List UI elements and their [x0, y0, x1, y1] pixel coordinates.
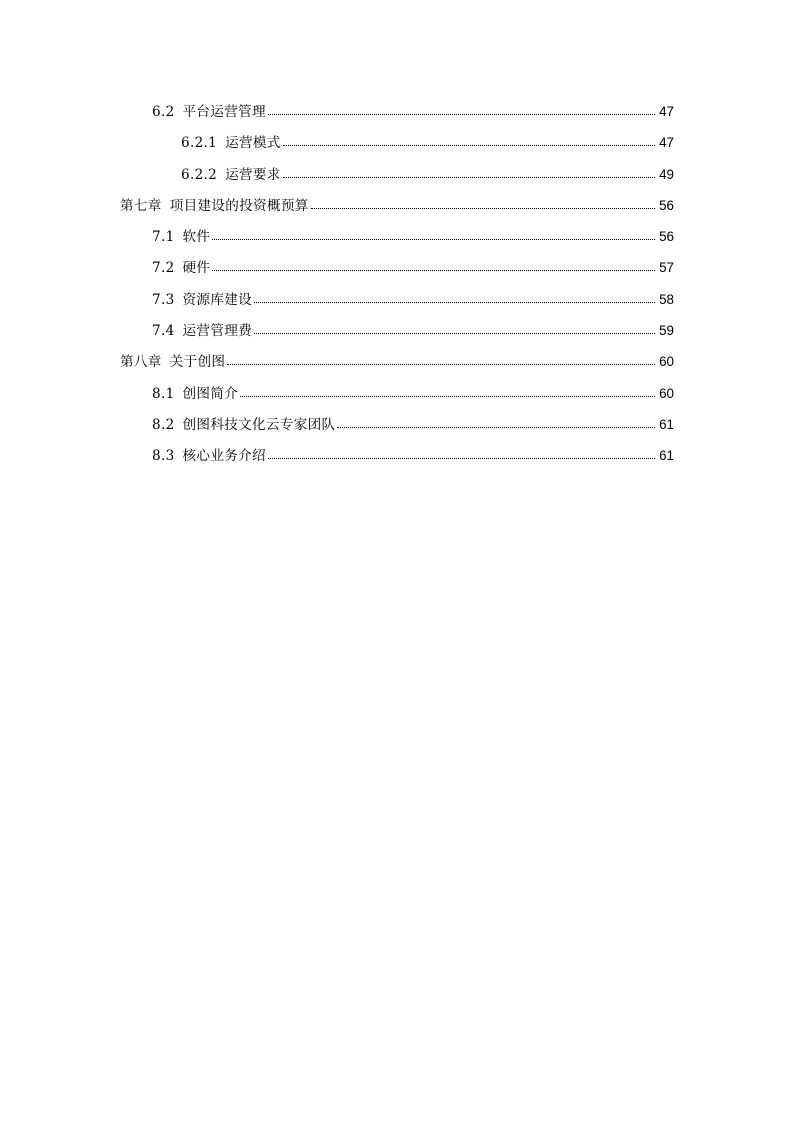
toc-entry[interactable]	[120, 412, 674, 443]
toc-entry[interactable]	[120, 162, 674, 193]
toc-entry-number: 7.3	[152, 291, 175, 308]
toc-entry-title: 资源库建设	[182, 291, 252, 308]
toc-dot-leader	[240, 395, 655, 397]
toc-entry-title: 运营模式	[225, 135, 281, 152]
toc-entry-title: 关于创图	[169, 354, 226, 371]
toc-entry-title: 核心业务介绍	[182, 448, 266, 465]
toc-entry-label	[152, 99, 266, 125]
toc-entry-page: 57	[659, 260, 674, 276]
toc-entry-number: 第八章	[120, 354, 162, 371]
toc-dot-leader	[227, 363, 655, 365]
toc-entry[interactable]	[120, 193, 674, 224]
toc-entry-page: 47	[659, 135, 674, 151]
toc-entry-number: 8.3	[152, 448, 175, 465]
toc-dot-leader	[212, 269, 655, 271]
toc-entry-label	[152, 381, 238, 407]
toc-entry[interactable]	[120, 381, 674, 412]
toc-entry-label	[120, 349, 225, 375]
toc-entry-page: 58	[659, 291, 674, 307]
toc-entry-title: 创图简介	[182, 385, 239, 402]
toc-dot-leader	[311, 207, 655, 209]
toc-entry-label	[120, 193, 309, 219]
toc-entry-title: 创图科技文化云专家团队	[182, 416, 336, 433]
toc-entry-title: 运营要求	[225, 166, 281, 183]
toc-entry-label	[152, 287, 252, 313]
toc-entry-label	[152, 318, 252, 344]
toc-entry-title: 运营管理费	[182, 323, 252, 340]
toc-entry-page: 56	[659, 197, 674, 213]
toc-entry[interactable]	[120, 130, 674, 161]
toc-entry[interactable]	[120, 224, 674, 255]
toc-entry[interactable]	[120, 99, 674, 130]
toc-entry-title: 硬件	[182, 260, 211, 277]
toc-entry[interactable]	[120, 255, 674, 286]
toc-entry-number: 6.2.2	[181, 166, 218, 183]
toc-dot-leader	[212, 238, 655, 240]
toc-entry-title: 软件	[182, 229, 211, 246]
toc-entry-label	[152, 412, 335, 438]
toc-entry-number: 7.1	[152, 229, 175, 246]
table-of-contents	[120, 99, 674, 475]
toc-dot-leader	[337, 426, 655, 428]
toc-entry-label	[152, 443, 266, 469]
toc-dot-leader	[254, 301, 655, 303]
toc-entry[interactable]	[120, 318, 674, 349]
toc-entry-number: 第七章	[120, 197, 162, 214]
toc-dot-leader	[254, 332, 655, 334]
toc-entry[interactable]	[120, 443, 674, 474]
toc-entry-page: 60	[659, 354, 674, 370]
toc-entry-label	[152, 255, 210, 281]
toc-entry-title: 项目建设的投资概预算	[169, 197, 309, 214]
toc-entry-number: 8.2	[152, 416, 175, 433]
toc-entry-page: 60	[659, 385, 674, 401]
toc-entry-page: 49	[659, 166, 674, 182]
toc-entry[interactable]	[120, 349, 674, 380]
toc-entry-label	[152, 224, 210, 250]
toc-dot-leader	[268, 457, 655, 459]
toc-entry-label	[181, 162, 281, 188]
toc-entry-number: 8.1	[152, 385, 175, 402]
toc-entry-number: 7.2	[152, 260, 175, 277]
toc-dot-leader	[283, 144, 655, 146]
toc-dot-leader	[268, 113, 655, 115]
toc-entry-number: 6.2.1	[181, 135, 218, 152]
toc-entry-page: 61	[659, 416, 674, 432]
toc-entry-page: 61	[659, 448, 674, 464]
toc-entry-page: 56	[659, 229, 674, 245]
toc-entry-number: 6.2	[152, 104, 175, 120]
toc-entry-page: 47	[659, 104, 674, 119]
toc-entry-label	[181, 130, 281, 156]
toc-dot-leader	[283, 176, 655, 178]
toc-entry-number: 7.4	[152, 323, 175, 340]
toc-entry-title: 平台运营管理	[182, 104, 266, 120]
toc-entry-page: 59	[659, 323, 674, 339]
toc-entry[interactable]	[120, 287, 674, 318]
